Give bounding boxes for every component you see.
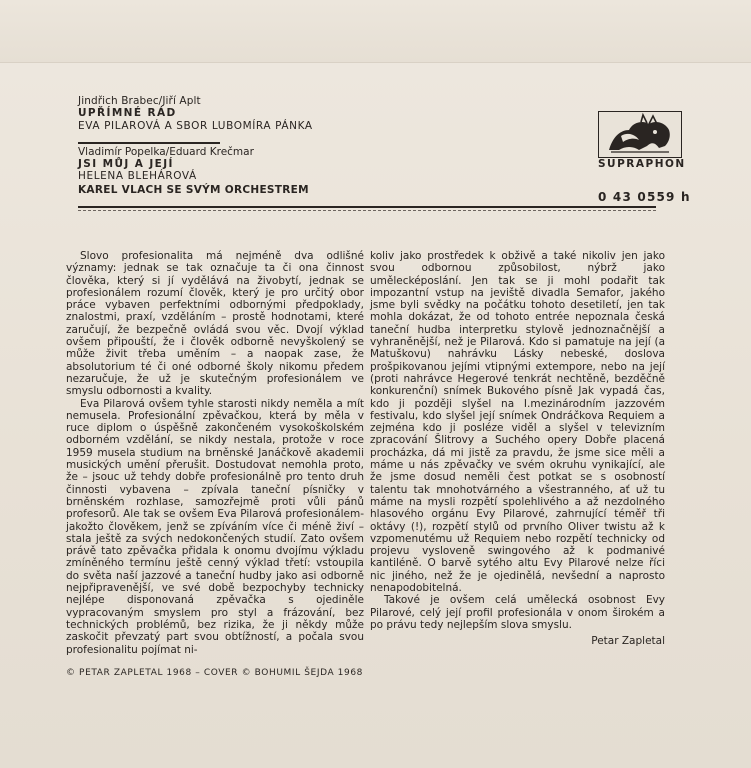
author-signature: Petar Zapletal	[591, 635, 665, 648]
title-b: JSI MŮJ A JEJÍ	[78, 158, 174, 170]
article-paragraph: Slovo profesionalita má nejméně dva odlišné významy: jednak se tak označuje ta či ona činnost člověka, který si jí vydělává na živobytí, jednak se profesionálem rozumí člověk, který je pro určitý obor práce vybaven perfektními odbornými předpoklady, znalostmi, praxí, vzděláním – prostě hodnotami, které zaručují, že bezpečně ovládá svou věc. Dvojí výklad ovšem připouští, že i člověk odborně nevyškolený se může živit třeba uměním – a naopak zase, že absolutorium té či oné odborné školy nikomu předem nezaručuje, že už je skutečným profesionálem ve smyslu odbornosti a kvality.	[66, 250, 364, 398]
track-listing-side-b	[78, 146, 309, 197]
performer-b: HELENA BLEHÁROVÁ	[78, 170, 197, 182]
lion-emblem-icon	[599, 112, 681, 157]
article-paragraph: Eva Pilarová ovšem tyhle starosti nikdy neměla a mít nemusela. Profesionální zpěvačkou, která by měla v ruce diplom o úspěšně zakončeném vysokoškolském odborném vzdělání, se nikdy nestala, protože v roce 1959 musela studium na brněnské Janáčkově akademii musických umění přerušit. Dostudovat nemohla proto, že – jsouc už tehdy dobře profesionálně pro tento druh činnosti vybavena – zpívala taneční písničky v brněnském rozhlase, samozřejmě proti vůli pánů profesorů. Ale tak se ovšem Eva Pilarová profesionálem-jakožto člověkem, jenž se zpíváním více či méně živí – stala ještě za svých nedokončených studií. Zato ovšem právě tato zpěvačka přidala k onomu dvojímu výkladu zmíněného termínu ještě cenný výklad třetí: vstoupila do světa naší jazzové a taneční hudby jako asi odborně nejpřipravenější, ve své době bezpochyby technicky nejlépe disponovaná zpěvačka s ojediněle vypracovaným smyslem pro styl a frázování, bez technických problémů, bez rizika, že ji někdy může zaskočit převzatý part svou obtížností, a počala svou profesionalitu pojímat ni-	[66, 397, 364, 656]
article-paragraph: Takové je ovšem celá umělecká osobnost Evy Pilarové, celý její profil profesionála v onom širokém a po právu tedy nejlepším slova smyslu.	[370, 594, 665, 631]
article-paragraph: koliv jako prostředek k obživě a také nikoliv jen jako svou odbornou způsobilost, nýbrž jako umělecképoslání. Jen tak se ji mohl podařit tak impozantní vstup na jeviště divadla Semafor, jakého jsme byli svědky na počátku tohoto desetiletí, jen tak mohla dokázat, že od tohoto entrée nepoznala česká taneční hudba interpretku stylově jednoznačnější a vyhraněnější, než je Pilarová. Kdo si pamatuje na její (a Matuškovu) nahrávku Lásky nebeské, doslova prošpikovanou jejími vtipnými extempore, nebo na její (proti nahrávce Hegerové tenkrát nechtěně, bezděčně konkurenční) snímek Bukového písně Jak vypadá čas, kdo ji později slyšel na I.mezinárodním jazzovém festivalu, kdo slyšel její snímek Ondráčkova Requiem a zejména kdo ji posléze viděl a slyšel v televizním zpracování Šlitrovy a Suchého opery Dobře placená procházka, dá mi jistě za pravdu, že jsme sice měli a máme u nás zpěvačky ve svém okruhu vynikající, ale že jsme dosud neměli čest potkat se s osobností talentu tak mnohotvárného a všestranného, ať už tu máme na mysli rozpětí spolehlivého a až nezdolného hlasového orgánu Evy Pilarové, zahrnující téměř tři oktávy (!), rozpětí stylů od prvního Oliver twistu až k vzpomenutému už Requiem nebo rozpětí technicky od projevu vysloveně swingového až k podmanivé kantiléně. O barvě sytého altu Evy Pilarové nelze říci nic jiného, než že je ojedinělá, nevšední a naprosto nenapodobitelná.	[370, 250, 665, 595]
section-rule-dashed	[78, 210, 656, 211]
header-divider	[78, 142, 220, 144]
catalog-number: 0 43 0559 h	[598, 190, 691, 204]
title-a: UPŘÍMNÉ RÁD	[78, 107, 177, 120]
label-name: SUPRAPHON	[598, 158, 686, 170]
supraphon-logo	[598, 111, 682, 158]
track-listing-side-a	[78, 95, 658, 132]
article-column-right	[370, 250, 665, 648]
copyright-credits: © PETAR ZAPLETAL 1968 – COVER © BOHUMIL ŠEJDA 1968	[66, 668, 363, 678]
performer-a: EVA PILAROVÁ A SBOR LUBOMÍRA PÁNKA	[78, 119, 313, 132]
orchestra: KAREL VLACH SE SVÝM ORCHESTREM	[78, 184, 309, 196]
composer-b: Vladimír Popelka/Eduard Krečmar	[78, 146, 254, 158]
section-rule	[78, 206, 656, 208]
composer-a: Jindřich Brabec/Jiří Aplt	[78, 95, 201, 107]
article-column-left	[66, 250, 364, 656]
sleeve-top-flap	[0, 0, 751, 63]
